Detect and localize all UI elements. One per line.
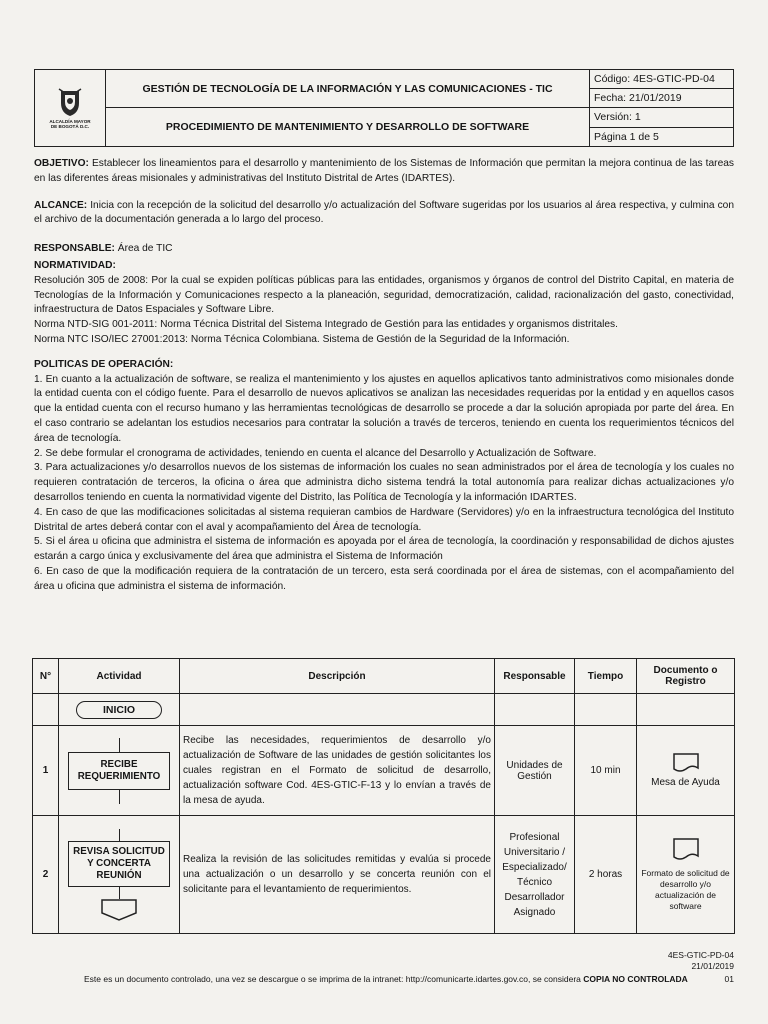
document-icon bbox=[673, 838, 699, 862]
meta-top bbox=[590, 70, 733, 108]
table-row bbox=[33, 694, 735, 726]
procedure-table bbox=[32, 658, 735, 934]
row-responsable: Unidades de Gestión bbox=[495, 726, 575, 816]
inicio-terminator: INICIO bbox=[76, 701, 162, 719]
header-descripcion: Descripción bbox=[180, 659, 495, 694]
pagina: Página 1 de 5 bbox=[590, 127, 733, 147]
row-documento: Formato de solicitud de desarrollo y/o actualización de software bbox=[641, 867, 730, 911]
politica-item: 6. En caso de que la modificación requiera de la contratación de un tercero, esta será coordinada por el área de sistemas, con el acompañamiento del área u oficina que administra el sistema de información. bbox=[34, 565, 734, 592]
logo-caption: ALCALDÍA MAYOR DE BOGOTÁ D.C. bbox=[49, 119, 91, 129]
alcance-section bbox=[34, 199, 734, 229]
normatividad-item: Norma NTC ISO/IEC 27001:2013: Norma Técnica Colombiana. Sistema de Gestión de la Seguridad de la Información. bbox=[34, 333, 570, 345]
objetivo-section bbox=[34, 157, 734, 187]
footer-code: 4ES-GTIC-PD-04 bbox=[667, 950, 734, 960]
fecha: Fecha: 21/01/2019 bbox=[590, 88, 733, 107]
responsable-text: Área de TIC bbox=[117, 243, 173, 255]
activity-box: RECIBE REQUERIMIENTO bbox=[68, 752, 170, 790]
coat-of-arms-icon bbox=[57, 87, 83, 117]
politica-item: 3. Para actualizaciones y/o desarrollos nuevos de los sistemas de información los cuales no sean administrados por el área de tecnología y los cuales no requieren contratación de terceros, la oficina o área que administra dicho sistema tendrá la total autonomía para realizar dichas actualizaciones y/o desarrollos teniendo en cuenta la normatividad vigente del Distrito, las Política de Tecnología y la información IDARTES. bbox=[34, 462, 734, 503]
politica-item: 2. Se debe formular el cronograma de actividades, teniendo en cuenta el alcance del Desarrollo y Actualización de Software. bbox=[34, 447, 597, 459]
normatividad-item: Resolución 305 de 2008: Por la cual se expiden políticas públicas para las entidades, organismos y órganos de control del Distrito Capital, en materia de Tecnologías de la Información y Comunicaciones respecto a la planeación, seguridad, democratización, calidad, racionalización del gasto, conectividad, infraestructura de Datos Espaciales y Software Libre. bbox=[34, 274, 734, 316]
version: Versión: 1 bbox=[594, 111, 641, 124]
normatividad-item: Norma NTD-SIG 001-2011: Norma Técnica Distrital del Sistema Integrado de Gestión para las entidades y organismos distritales. bbox=[34, 319, 618, 331]
row-descripcion: Recibe las necesidades, requerimientos de desarrollo y/o actualización de Software de las unidades de gestión solicitantes los cuales registran en el Formato de solicitud de desarrollo, actualización software Cod. 4ES-GTIC-F-13 y lo envían a través de la mesa de ayuda. bbox=[180, 726, 495, 816]
footer-note-text: Este es un documento controlado, una vez se descargue o se imprima de la intranet: http://comunicarte.idartes.gov.co, se considera bbox=[84, 974, 581, 984]
header-responsable: Responsable bbox=[495, 659, 575, 694]
politica-item: 5. Si el área u oficina que administra el sistema de información es apoyada por el área de tecnología, la coordinación y responsabilidad de dichos ajustes estarán a cargo única y exclusivamente del área que administra el Sistema de Información bbox=[34, 536, 734, 563]
table-row bbox=[33, 726, 735, 816]
politicas-label: POLITICAS DE OPERACIÓN: bbox=[34, 358, 174, 370]
row-tiempo: 2 horas bbox=[575, 816, 637, 934]
row-number: 2 bbox=[33, 816, 59, 934]
alcance-label: ALCANCE: bbox=[34, 199, 88, 211]
document-subtitle: PROCEDIMIENTO DE MANTENIMIENTO Y DESARROLLO DE SOFTWARE bbox=[106, 108, 590, 146]
table-row bbox=[33, 816, 735, 934]
document-icon bbox=[673, 753, 699, 773]
row-documento: Mesa de Ayuda bbox=[651, 777, 720, 788]
row-descripcion: Realiza la revisión de las solicitudes remitidas y evalúa si procede una actualización o un desarrollo y se concerta reunión con el solicitante para el levantamiento de requerimientos. bbox=[180, 816, 495, 934]
header-actividad: Actividad bbox=[59, 659, 180, 694]
activity-box: REVISA SOLICITUD Y CONCERTA REUNIÓN bbox=[68, 841, 170, 887]
document-header bbox=[34, 69, 734, 147]
meta-bottom bbox=[590, 108, 733, 146]
footer-version: 01 bbox=[724, 974, 734, 984]
responsable-section bbox=[34, 242, 734, 257]
alcance-text: Inicia con la recepción de la solicitud del desarrollo y/o actualización del Software sugeridas por los usuarios al área respectiva, y culmina con el archivo de la documentación generada a lo largo del proceso. bbox=[34, 199, 734, 226]
header-n: N° bbox=[33, 659, 59, 694]
footer-note bbox=[84, 974, 704, 984]
table-header-row bbox=[33, 659, 735, 694]
offpage-connector-icon bbox=[101, 899, 137, 921]
codigo: Código: 4ES-GTIC-PD-04 bbox=[594, 73, 715, 85]
document-body bbox=[34, 157, 734, 595]
normatividad-label: NORMATIVIDAD: bbox=[34, 259, 116, 271]
row-responsable: Profesional Universitario / Especializado/ Técnico Desarrollador Asignado bbox=[495, 816, 575, 934]
politica-item: 4. En caso de que las modificaciones solicitadas al sistema requieran cambios de Hardware (Servidores) y/o en la infraestructura tecnológica del Instituto Distrital de artes deberá contar con el aval y acompañamiento del Área de tecnología. bbox=[34, 506, 734, 533]
objetivo-label: OBJETIVO: bbox=[34, 158, 89, 169]
responsable-label: RESPONSABLE: bbox=[34, 243, 115, 255]
header-tiempo: Tiempo bbox=[575, 659, 637, 694]
logo bbox=[35, 70, 106, 146]
objetivo-text: Establecer los lineamientos para el desarrollo y mantenimiento de los Sistemas de Información que permitan la mejora continua de las tareas en las diferentes áreas misionales y administrativas del Instituto Distrital de Artes (IDARTES). bbox=[34, 158, 734, 184]
politica-item: 1. En cuanto a la actualización de software, se realiza el mantenimiento y los ajustes en aquellos aplicativos tanto administrativos como misionales donde la entidad cuenta con el código fuente. Para el desarrollo de nuevos aplicativos se analizan las necesidades requeridas por la entidad y en aquellos casos que la entidad cuenta con el recurso humano y las herramientas tecnológicas de desarrollo se procede a dar la solución apropiada por parte del área. En el caso contrario se adelantan los estudios necesarios para contratar la solución a través de terceros, teniendo en cuenta los requerimientos técnicos del área de tecnología. bbox=[34, 373, 734, 444]
header-documento: Documento o Registro bbox=[637, 659, 735, 694]
row-number: 1 bbox=[33, 726, 59, 816]
footer-note-bold: COPIA NO CONTROLADA bbox=[583, 974, 688, 984]
footer-date: 21/01/2019 bbox=[691, 961, 734, 971]
row-tiempo: 10 min bbox=[575, 726, 637, 816]
document-title: GESTIÓN DE TECNOLOGÍA DE LA INFORMACIÓN Y LAS COMUNICACIONES - TIC bbox=[106, 70, 590, 108]
footer-code-block bbox=[668, 950, 734, 972]
